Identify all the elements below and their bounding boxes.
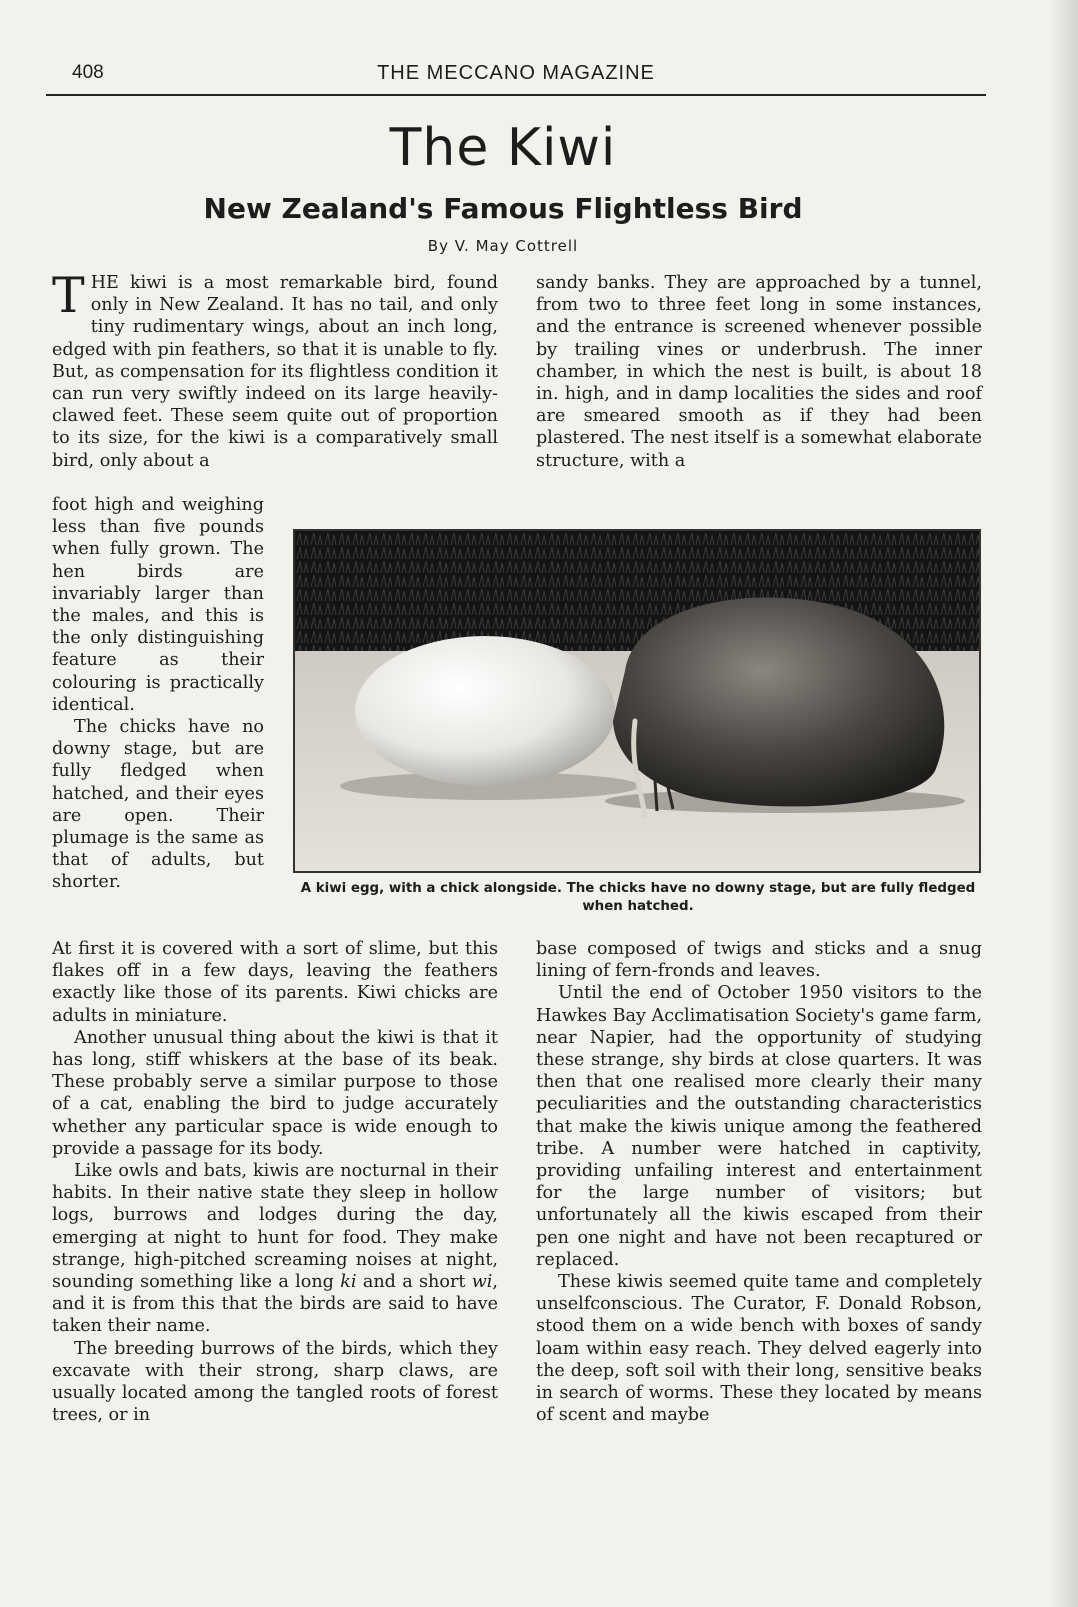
paragraph-chicks: The chicks have no downy stage, but are fully fledged when hatched, and their eyes are open. Their plumage is the same as that of adults, but shorter.	[52, 717, 264, 893]
paragraph-size: foot high and weighing less than five pounds when fully grown. The hen birds are invariably larger than the males, and this is the only distinguishing feature as their colouring is practically identical.	[52, 495, 264, 715]
kiwi-egg	[355, 636, 615, 786]
page-edge-shadow	[1048, 0, 1078, 1607]
paragraph-game-farm: Until the end of October 1950 visitors to the Hawkes Bay Acclimatisation Society's game farm, near Napier, had the opportunity of studying these strange, shy birds at close quarters. It was then that one realised more clearly their many peculiarities and the outstanding characteristics that make the kiwis unique among the feathered tribe. A number were hatched in captivity, providing unfailing interest and entertainment for the large number of visitors; but unfortunately all the kiwis escaped from their pen one night and have not been recaptured or replaced.	[536, 983, 982, 1270]
photo-caption: A kiwi egg, with a chick alongside. The chicks have no downy stage, but are fully fledged when hatched.	[300, 881, 976, 914]
paragraph-sandy-banks: sandy banks. They are approached by a tunnel, from two to three feet long in some instances, and the entrance is screened whenever possible by trailing vines or underbrush. The inner chamber, in which the nest is built, is about 18 in. high, and in damp localities the sides and roof are smeared smooth as if they had been plastered. The nest itself is a somewhat elaborate structure, with a	[536, 273, 982, 471]
intro-text: HE kiwi is a most remarkable bird, found only in New Zealand. It has no tail, and only tiny rudimentary wings, about an inch long, edged with pin feathers, so that it is unable to fly. But, as compensation for its flightless condition it can run very swiftly indeed on its large heavily-clawed feet. These seem quite out of proportion to its size, for the kiwi is a comparatively small bird, only about a	[52, 273, 498, 471]
header-rule	[46, 94, 986, 96]
page-number: 408	[72, 62, 104, 83]
paragraph-whiskers: Another unusual thing about the kiwi is that it has long, stiff whiskers at the base of its beak. These probably serve a similar purpose to those of a cat, enabling the bird to judge accurately whether any particular space is wide enough to provide a passage for its body.	[52, 1027, 498, 1159]
paragraph-burrows: The breeding burrows of the birds, which they excavate with their strong, sharp claws, are usually located among the tangled roots of forest trees, or in	[52, 1338, 498, 1426]
intro-paragraph	[52, 267, 498, 472]
article-subtitle: New Zealand's Famous Flightless Bird	[203, 192, 803, 225]
sound-wi: wi	[471, 1272, 493, 1293]
paragraph-slime: At first it is covered with a sort of slime, but this flakes off in a few days, leaving the feathers exactly like those of its parents. Kiwi chicks are adults in miniature.	[52, 939, 498, 1026]
paragraph-nocturnal	[52, 1160, 498, 1338]
nocturnal-text-c: , and it is from this that the birds are said to have taken their name.	[52, 1272, 499, 1337]
kiwi-egg-photo-illustration	[295, 531, 979, 871]
sound-ki: ki	[340, 1272, 357, 1293]
right-column-top	[536, 272, 982, 472]
nocturnal-text-a: Like owls and bats, kiwis are nocturnal in their habits. In their native state they sleep in hollow logs, burrows and lodges during the day, emerging at night to hunt for food. They make strange, high-pitched screaming noises at night, sounding something like a long	[52, 1161, 498, 1293]
right-column-bottom	[536, 938, 982, 1426]
article-byline: By V. May Cottrell	[427, 237, 579, 255]
nocturnal-text-b: and a short	[356, 1272, 472, 1293]
left-column-top	[52, 267, 498, 472]
kiwi-photo	[293, 529, 981, 873]
article-title: The Kiwi	[389, 118, 617, 178]
left-column-bottom	[52, 938, 498, 1426]
paragraph-tame-kiwis: These kiwis seemed quite tame and completely unselfconscious. The Curator, F. Donald Robson, stood them on a wide bench with boxes of sandy loam within easy reach. They delved eagerly into the deep, soft soil with their long, sensitive beaks in search of worms. These they located by means of scent and maybe	[536, 1272, 982, 1426]
magazine-title: THE MECCANO MAGAZINE	[377, 62, 655, 84]
paragraph-nest-base: base composed of twigs and sticks and a snug lining of fern-fronds and leaves.	[536, 939, 982, 982]
running-head	[46, 60, 986, 90]
left-column-narrow	[52, 494, 264, 894]
drop-cap: T	[52, 267, 85, 324]
